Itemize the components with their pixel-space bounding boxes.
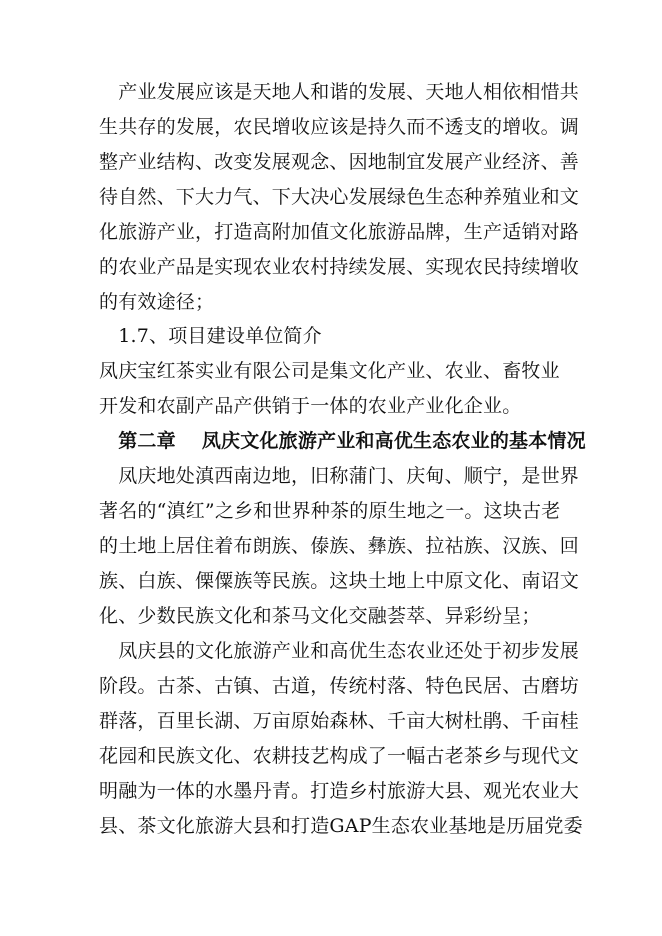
paragraph-line: 凤庆县的文化旅游产业和高优生态农业还处于初步发展 bbox=[99, 640, 580, 662]
paragraph-line: 群落，百里长湖、万亩原始森林、千亩大树杜鹃、千亩桂 bbox=[99, 710, 580, 732]
paragraph-line: 的有效途径； bbox=[99, 291, 215, 313]
paragraph-line: 开发和农副产品产供销于一体的农业产业化企业。 bbox=[99, 395, 522, 417]
paragraph-line: 生共存的发展，农民增收应该是持久而不透支的增收。调 bbox=[99, 116, 580, 138]
paragraph-line: 的农业产品是实现农业农村持续发展、实现农民持续增收 bbox=[99, 256, 580, 278]
paragraph-line: 明融为一体的水墨丹青。打造乡村旅游大县、观光农业大 bbox=[99, 780, 580, 802]
paragraph-line: 产业发展应该是天地人和谐的发展、天地人相依相惜共 bbox=[99, 81, 580, 103]
paragraph-line: 族、白族、傈僳族等民族。这块土地上中原文化、南诏文 bbox=[99, 570, 580, 592]
paragraph-line: 花园和民族文化、农耕技艺构成了一幅古老茶乡与现代文 bbox=[99, 745, 580, 767]
paragraph-line: 化旅游产业，打造高附加值文化旅游品牌，生产适销对路 bbox=[99, 221, 580, 243]
paragraph-line: 县、茶文化旅游大县和打造GAP生态农业基地是历届党委 bbox=[99, 815, 583, 837]
paragraph-line: 凤庆地处滇西南边地，旧称蒲门、庆甸、顺宁，是世界 bbox=[99, 465, 580, 487]
section-heading: 1.7、项目建设单位简介 bbox=[99, 325, 322, 347]
paragraph-line: 阶段。古茶、古镇、古道，传统村落、特色民居、古磨坊 bbox=[99, 675, 580, 697]
paragraph-line: 待自然、下大力气、下大决心发展绿色生态种养殖业和文 bbox=[99, 186, 580, 208]
paragraph-line: 化、少数民族文化和茶马文化交融荟萃、异彩纷呈； bbox=[99, 605, 541, 627]
paragraph-line: 的土地上居住着布朗族、傣族、彝族、拉祜族、汉族、回 bbox=[99, 535, 580, 557]
paragraph-line: 凤庆宝红茶实业有限公司是集文化产业、农业、畜牧业 bbox=[99, 360, 560, 382]
paragraph-line: 整产业结构、改变发展观念、因地制宜发展产业经济、善 bbox=[99, 151, 580, 173]
paragraph-line: 著名的“滇红”之乡和世界种茶的原生地之一。这块古老 bbox=[99, 500, 561, 522]
chapter-heading: 第二章 凤庆文化旅游产业和高优生态农业的基本情况 bbox=[99, 430, 586, 452]
